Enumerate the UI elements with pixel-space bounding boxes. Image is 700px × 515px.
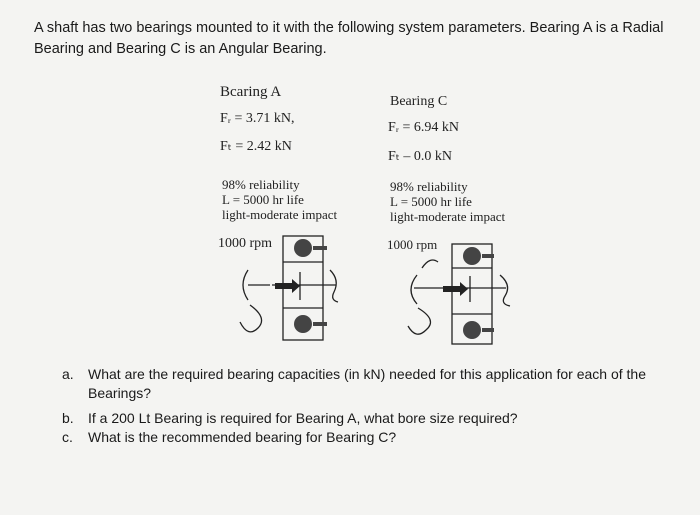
- bearing-c-speed: 1000 rpm: [387, 237, 438, 252]
- question-c-label: c.: [62, 429, 73, 445]
- bearing-c-reliability: 98% reliability: [390, 179, 468, 194]
- question-a-text: What are the required bearing capacities (in kN) needed for this application for each of the Bearings?: [88, 366, 646, 401]
- bearing-a-radial-force: Fᵣ = 3.71 kN,: [220, 111, 295, 126]
- bearing-a-speed: 1000 rpm: [218, 236, 273, 251]
- question-c-text: What is the recommended bearing for Bearing C?: [88, 429, 397, 445]
- bearing-c-thrust-force: Fₜ – 0.0 kN: [388, 149, 453, 164]
- bearing-c-ball-bottom: [463, 321, 481, 339]
- bearing-a-title: Bcaring A: [220, 84, 282, 100]
- question-b-label: b.: [62, 410, 74, 426]
- problem-statement: A shaft has two bearings mounted to it with the following system parameters. Bearing A is a Radial Bearing and Bearing C is an Angular Bearing.: [34, 20, 664, 57]
- question-a: [62, 365, 682, 405]
- bearing-c-ball-top: [463, 247, 481, 265]
- bearing-c-life: L = 5000 hr life: [390, 194, 472, 209]
- question-a-label: a.: [62, 366, 74, 382]
- bearing-a-reliability: 98% reliability: [222, 177, 300, 192]
- bearing-c-radial-force: Fᵣ = 6.94 kN: [388, 120, 460, 135]
- question-b: [62, 409, 682, 429]
- bearing-c-title: Bearing C: [390, 94, 448, 109]
- bearing-c-impact: light-moderate impact: [390, 209, 506, 224]
- question-b-text: If a 200 Lt Bearing is required for Bearing A, what bore size required?: [88, 410, 518, 426]
- bearing-a-thrust-force: Fₜ = 2.42 kN: [220, 139, 292, 154]
- question-c: [62, 428, 682, 448]
- bearing-a-impact: light-moderate impact: [222, 207, 338, 222]
- bearing-a-life: L = 5000 hr life: [222, 192, 304, 207]
